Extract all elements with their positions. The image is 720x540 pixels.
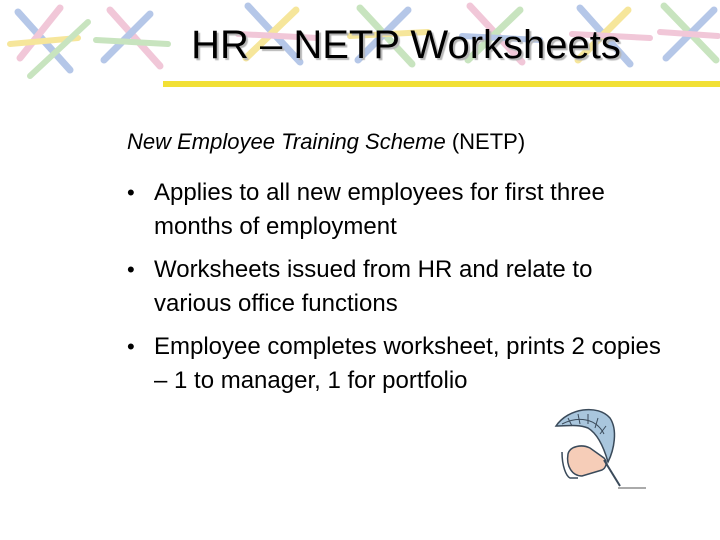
quill-pen-icon (548, 404, 648, 492)
subtitle-acronym: (NETP) (445, 129, 526, 154)
title-underline (163, 81, 720, 87)
slide-subtitle (127, 128, 525, 156)
subtitle-scheme-name: New Employee Training Scheme (127, 129, 446, 154)
slide-title: HR – NETP Worksheets (191, 23, 621, 67)
bullet-list (127, 176, 667, 407)
bullet-item: • Employee completes worksheet, prints 2 copies – 1 to manager, 1 for portfolio (127, 330, 667, 398)
bullet-item: • Applies to all new employees for first three months of employment (127, 176, 667, 244)
bullet-item: • Worksheets issued from HR and relate to various office functions (127, 253, 667, 321)
